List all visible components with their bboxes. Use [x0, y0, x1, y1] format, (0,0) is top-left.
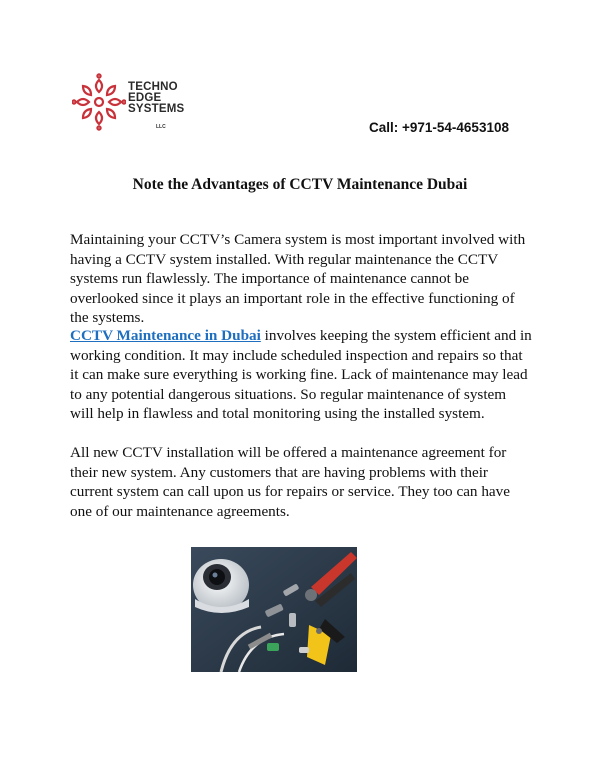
logo-suffix: LLC — [156, 124, 166, 130]
cctv-maintenance-link[interactable]: CCTV Maintenance in Dubai — [70, 327, 261, 344]
dome-camera-icon — [193, 559, 249, 613]
logo-line-1: TECHNO — [128, 81, 178, 93]
logo-wordmark — [128, 82, 184, 115]
call-number: Call: +971-54-4653108 — [369, 120, 509, 135]
logo-line-2: EDGE — [128, 92, 162, 104]
paragraph-maintenance — [70, 326, 532, 424]
paragraph-agreement: All new CCTV installation will be offered a maintenance agreement for their new system. Any customers that are having problems with their current system can call upon us for repairs or service. They too can have one of our maintenance agreements. — [70, 444, 510, 520]
paragraph-maintenance-text: involves keeping the system efficient and in working condition. It may include scheduled inspection and repairs so that it can make sure everything is working fine. Lack of maintenance may lead to any potential dangerous situations. So regular maintenance of system will help in flawless and total monitoring using the installed system. — [70, 327, 532, 422]
cctv-tools-photo — [191, 547, 357, 672]
page-title: Note the Advantages of CCTV Maintenance Dubai — [132, 176, 468, 193]
paragraph-intro: Maintaining your CCTV’s Camera system is most important involved with having a CCTV system installed. With regular maintenance the CCTV systems run flawlessly. The importance of maintenance cannot be overlooked since it plays an important role in the effective functioning of the systems. — [70, 231, 526, 326]
logo-emblem-icon — [72, 72, 126, 132]
logo-line-3: SYSTEMS — [128, 103, 185, 115]
